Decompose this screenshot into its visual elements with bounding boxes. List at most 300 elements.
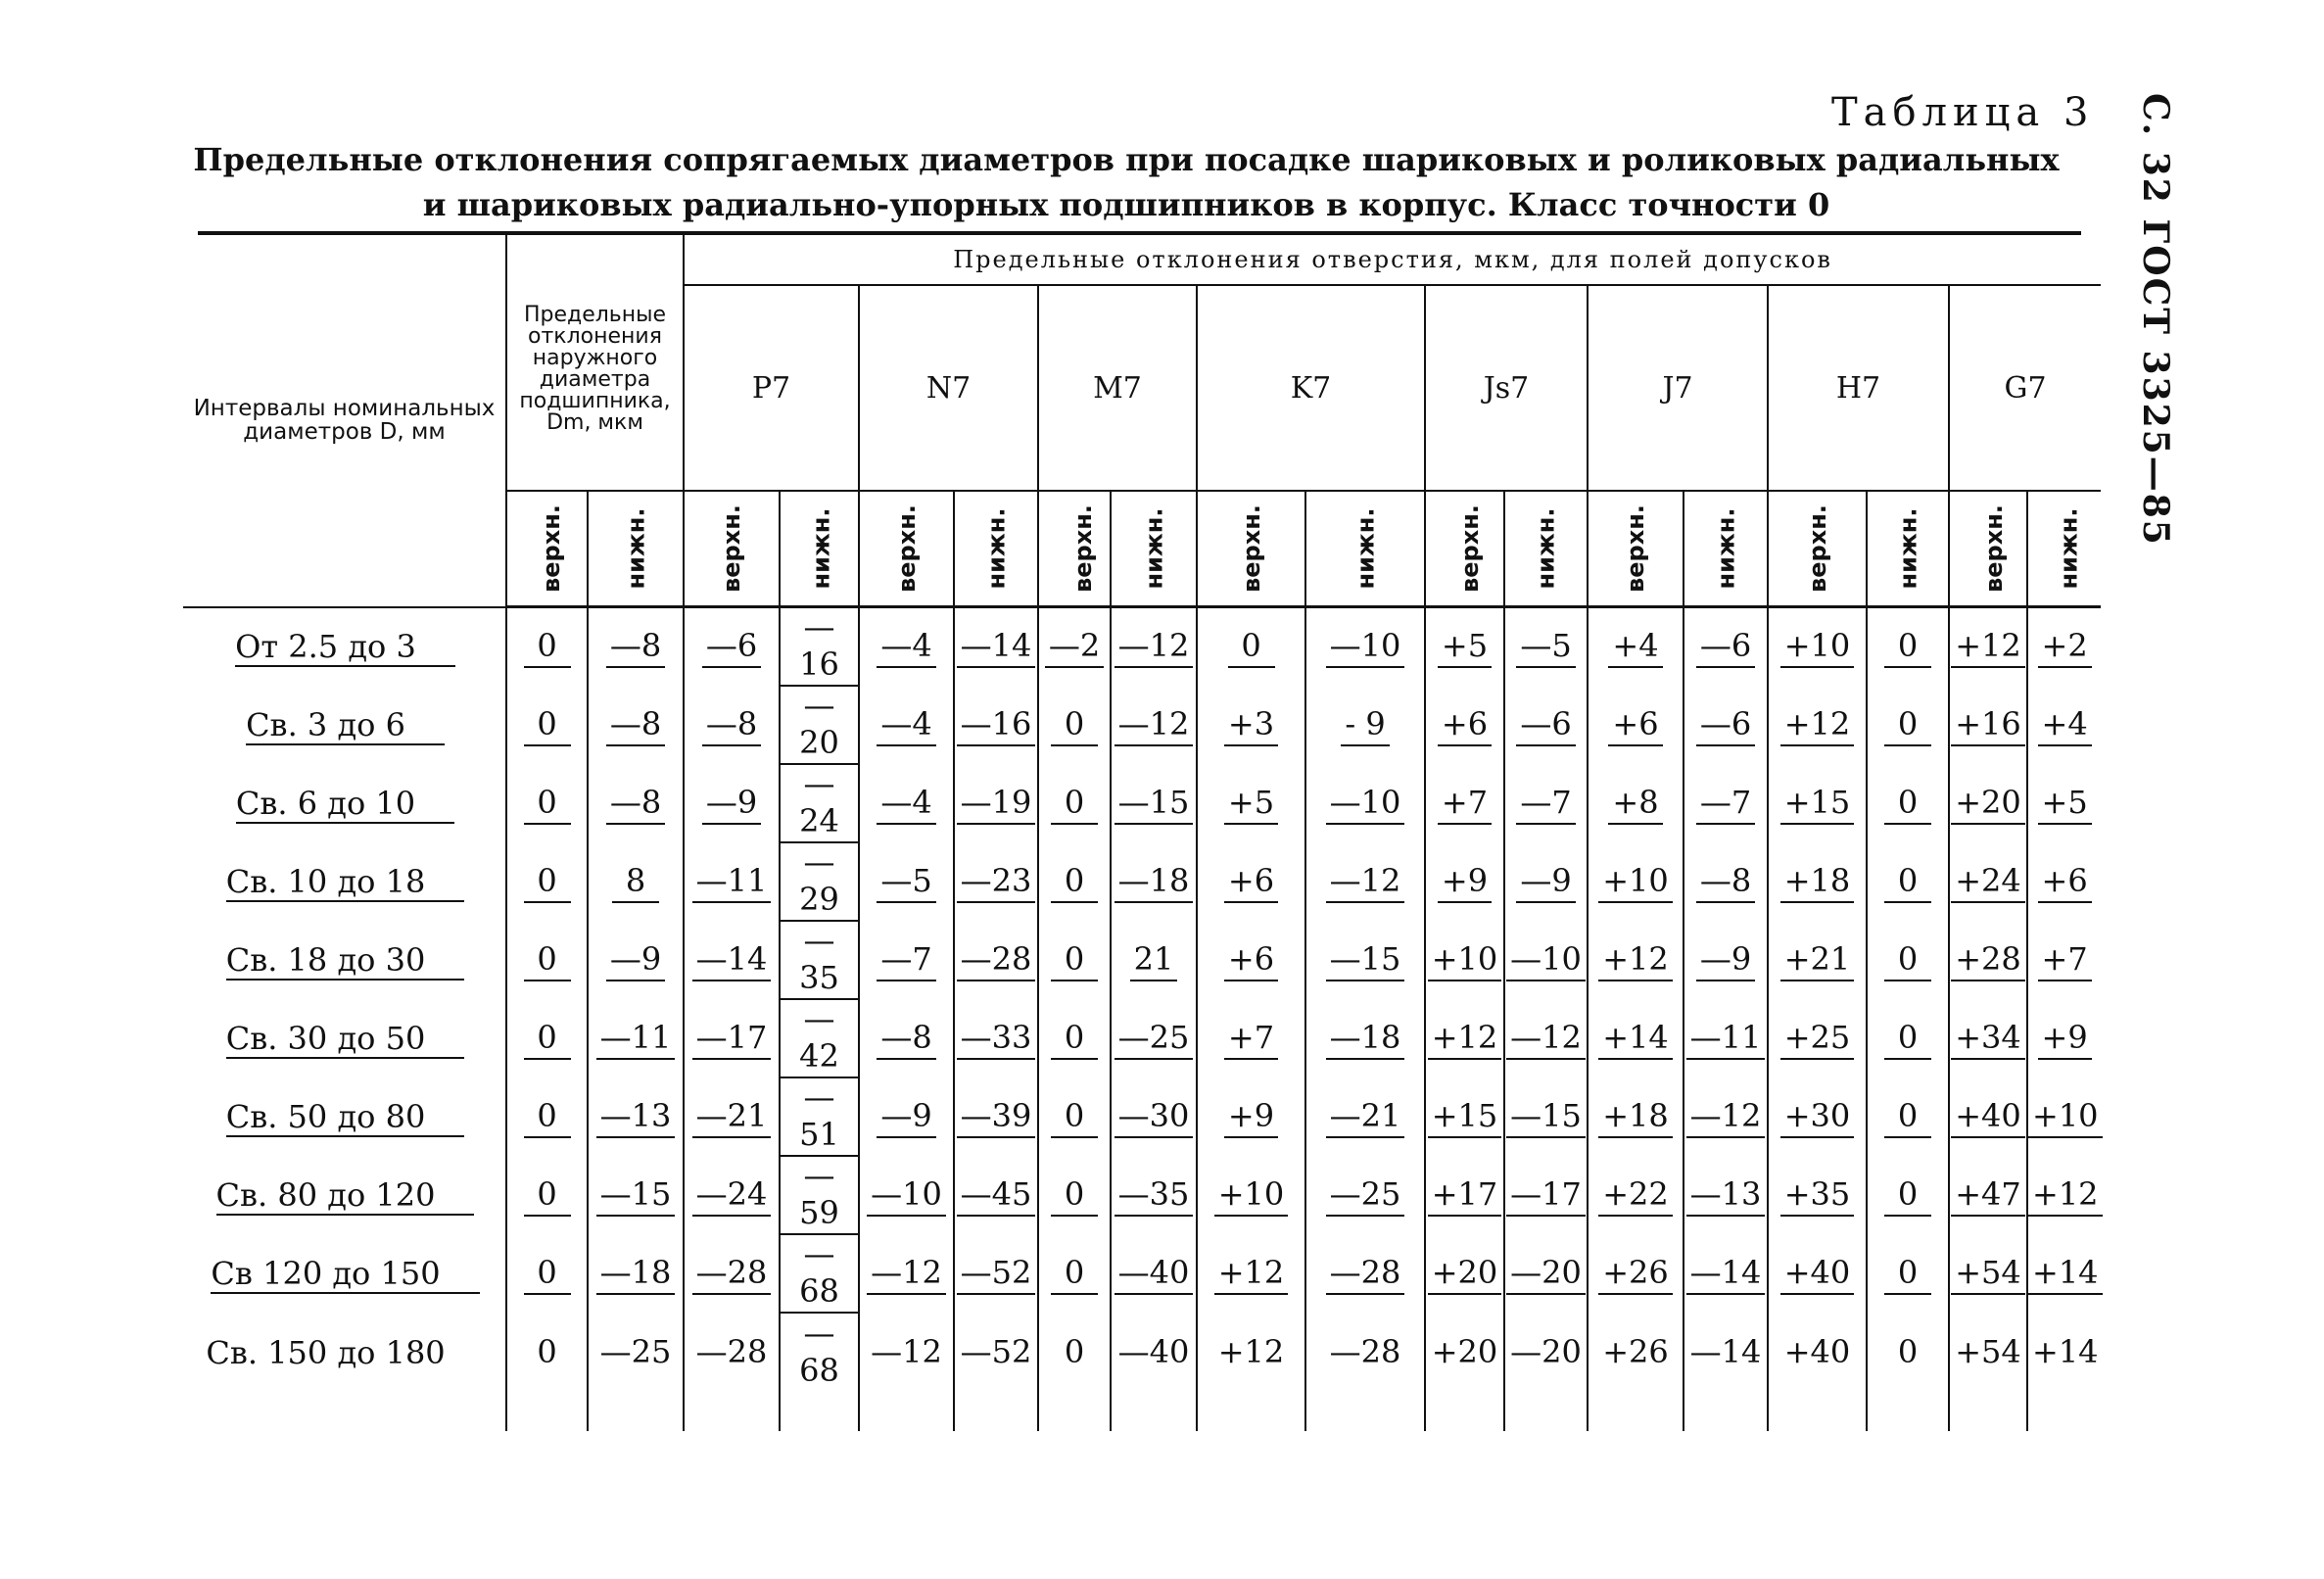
subheader-lower-label: нижн. <box>807 507 835 590</box>
deviation-cell <box>1684 1314 1768 1392</box>
deviation-value: —10 <box>867 1175 946 1217</box>
deviation-cell <box>588 922 684 1000</box>
deviation-cell <box>588 687 684 765</box>
row-interval <box>183 607 506 688</box>
spacer-cell <box>859 1392 954 1431</box>
deviation-cell <box>1867 607 1949 688</box>
deviation-cell <box>1038 765 1111 843</box>
deviation-value: +3 <box>1224 705 1278 746</box>
deviation-value: +40 <box>1780 1254 1855 1295</box>
deviation-value: 0 <box>524 862 571 903</box>
deviation-cell <box>1949 1078 2027 1157</box>
spacer-cell <box>1768 1392 1867 1431</box>
deviation-value: —14 <box>692 940 772 981</box>
row-interval-label: Св. 18 до 30 <box>226 941 465 981</box>
subheader-upper <box>859 491 954 607</box>
deviation-cell <box>1867 843 1949 922</box>
deviation-value: 0 <box>524 784 571 825</box>
table-row <box>183 1157 2101 1235</box>
deviation-cell <box>1949 607 2027 688</box>
deviation-cell <box>1425 922 1504 1000</box>
field-m7: M7 <box>1038 285 1197 491</box>
spacer-cell <box>684 1392 780 1431</box>
row-interval <box>183 765 506 843</box>
deviation-cell <box>506 1235 588 1314</box>
deviation-value: 21 <box>1130 940 1178 981</box>
deviation-value: —13 <box>1686 1175 1766 1217</box>
deviation-cell <box>859 607 954 688</box>
deviation-value: +14 <box>1598 1019 1673 1060</box>
subheader-lower <box>588 491 684 607</box>
row-interval <box>183 1235 506 1314</box>
deviation-cell <box>1504 1000 1588 1078</box>
deviation-cell <box>1111 1000 1197 1078</box>
field-j7: J7 <box>1588 285 1768 491</box>
deviation-cell <box>1111 1235 1197 1314</box>
deviation-cell <box>1949 1314 2027 1392</box>
field-p7: P7 <box>684 285 859 491</box>
subheader-lower-label: нижн. <box>1139 507 1167 590</box>
deviation-cell <box>1305 1000 1425 1078</box>
deviation-cell <box>1867 1235 1949 1314</box>
spacer-cell <box>1949 1392 2027 1431</box>
deviation-value: —10 <box>1506 940 1586 981</box>
deviation-cell <box>1305 1314 1425 1392</box>
deviation-value: +12 <box>1598 940 1673 981</box>
deviation-cell <box>1425 1314 1504 1392</box>
deviation-value: —15 <box>1506 1097 1586 1138</box>
deviation-cell <box>1768 843 1867 922</box>
deviation-value: —28 <box>692 1254 772 1295</box>
deviation-value: —14 <box>1686 1254 1766 1295</box>
deviation-cell <box>1111 1157 1197 1235</box>
deviation-cell <box>2027 687 2101 765</box>
table-row <box>183 1314 2101 1392</box>
deviation-cell <box>1768 607 1867 688</box>
deviation-cell <box>1949 1235 2027 1314</box>
deviation-cell <box>1038 843 1111 922</box>
deviation-value: 0 <box>524 1097 571 1138</box>
deviation-cell <box>1305 843 1425 922</box>
deviation-cell <box>588 843 684 922</box>
subheader-upper-label: верхн. <box>1068 504 1097 593</box>
deviation-value: 0 <box>1051 940 1098 981</box>
deviation-value: —9 <box>877 1097 935 1138</box>
deviation-cell <box>1504 922 1588 1000</box>
deviation-value: +9 <box>1438 862 1492 903</box>
deviation-cell <box>684 1000 780 1078</box>
deviation-value: +2 <box>2038 627 2092 668</box>
deviation-value: —45 <box>957 1175 1036 1217</box>
deviation-cell <box>1768 1000 1867 1078</box>
deviation-value: —7 <box>1696 784 1755 825</box>
deviation-value: +10 <box>2028 1097 2103 1138</box>
deviation-value: —40 <box>1117 1333 1190 1370</box>
subheader-upper-label: верхн. <box>537 504 565 593</box>
deviation-value: 0 <box>1051 1175 1098 1217</box>
deviation-cell <box>588 765 684 843</box>
deviation-cell <box>1425 1157 1504 1235</box>
deviation-cell <box>780 1000 859 1078</box>
deviation-value: —4 <box>877 784 935 825</box>
deviation-value: —12 <box>1115 627 1194 668</box>
deviation-value: 0 <box>1064 1333 1085 1370</box>
row-interval <box>183 1000 506 1078</box>
table-row <box>183 687 2101 765</box>
subheader-upper-label: верхн. <box>1803 504 1831 593</box>
deviation-value: —7 <box>877 940 935 981</box>
deviation-cell <box>588 1000 684 1078</box>
deviation-value: —24 <box>692 1175 772 1217</box>
header-hole-deviations: Предельные отклонения отверстия, мкм, для полей допусков <box>684 235 2101 285</box>
subheader-upper-label: верхн. <box>717 504 745 593</box>
deviation-cell <box>954 922 1038 1000</box>
deviation-cell <box>1684 922 1768 1000</box>
deviation-value: - 9 <box>1341 705 1389 746</box>
subheader-lower-label: нижн. <box>1351 507 1379 590</box>
deviation-value: +10 <box>1428 940 1502 981</box>
deviation-cell <box>684 1078 780 1157</box>
deviation-cell <box>1305 765 1425 843</box>
deviation-cell <box>1197 922 1305 1000</box>
deviation-value: +4 <box>1608 627 1662 668</box>
deviation-cell <box>780 1157 859 1235</box>
deviation-cell <box>780 843 859 922</box>
deviation-value: —19 <box>957 784 1036 825</box>
subheader-lower-label: нижн. <box>1894 507 1922 590</box>
spacer-cell <box>1588 1392 1684 1431</box>
deviation-cell <box>1768 922 1867 1000</box>
deviation-cell <box>1305 607 1425 688</box>
deviation-cell <box>859 843 954 922</box>
deviation-cell <box>780 687 859 765</box>
subheader-lower-label: нижн. <box>981 507 1010 590</box>
deviation-cell <box>2027 765 2101 843</box>
subheader-lower <box>1504 491 1588 607</box>
deviation-cell <box>1197 1000 1305 1078</box>
deviation-cell <box>1111 1314 1197 1392</box>
deviation-cell <box>2027 843 2101 922</box>
deviation-cell <box>506 765 588 843</box>
header-interval: Интервалы номинальных диаметров D, мм <box>183 235 506 607</box>
deviation-value: +6 <box>1224 862 1278 903</box>
deviation-value: 0 <box>1051 705 1098 746</box>
deviation-cell <box>1684 687 1768 765</box>
field-g7: G7 <box>1949 285 2101 491</box>
deviation-value: —21 <box>1326 1097 1405 1138</box>
field-js7: Js7 <box>1425 285 1588 491</box>
deviation-value: —12 <box>867 1254 946 1295</box>
subheader-upper-label: верхн. <box>892 504 921 593</box>
spacer-cell <box>2027 1392 2101 1431</box>
deviation-value: +7 <box>1438 784 1492 825</box>
deviation-cell <box>954 687 1038 765</box>
subheader-upper <box>684 491 780 607</box>
deviation-value: 0 <box>524 1254 571 1295</box>
deviation-cell <box>954 1157 1038 1235</box>
deviation-value: +9 <box>2038 1019 2092 1060</box>
deviation-cell <box>1111 1078 1197 1157</box>
deviation-value: +54 <box>1955 1333 2021 1370</box>
deviation-value: +6 <box>1438 705 1492 746</box>
deviation-cell <box>1197 607 1305 688</box>
deviation-value: 0 <box>524 940 571 981</box>
subheader-upper <box>1425 491 1504 607</box>
deviation-cell <box>1588 765 1684 843</box>
deviation-value: +7 <box>2038 940 2092 981</box>
deviation-cell <box>1768 1078 1867 1157</box>
table-title-line-1: Предельные отклонения сопрягаемых диаметров при посадке шариковых и роликовых радиальных <box>193 141 2060 178</box>
deviation-cell <box>1867 1157 1949 1235</box>
deviation-value: —12 <box>1115 705 1194 746</box>
deviation-cell <box>1305 922 1425 1000</box>
subheader-lower <box>780 491 859 607</box>
deviation-value: —24 <box>781 765 858 843</box>
deviation-cell <box>954 1078 1038 1157</box>
deviation-cell <box>1867 1314 1949 1392</box>
deviation-value: 0 <box>1051 1254 1098 1295</box>
deviation-value: +10 <box>1780 627 1855 668</box>
deviation-value: —8 <box>606 784 665 825</box>
deviation-cell <box>2027 1235 2101 1314</box>
row-interval <box>183 1157 506 1235</box>
subheader-lower <box>954 491 1038 607</box>
deviation-cell <box>1111 765 1197 843</box>
deviation-cell <box>1867 1078 1949 1157</box>
field-k7: K7 <box>1197 285 1425 491</box>
subheader-lower-label: нижн. <box>621 507 649 590</box>
deviation-cell <box>1949 922 2027 1000</box>
deviation-value: —18 <box>1115 862 1194 903</box>
subheader-upper <box>1768 491 1867 607</box>
deviation-value: 0 <box>1884 1019 1931 1060</box>
deviation-cell <box>780 765 859 843</box>
deviation-value: —20 <box>1510 1333 1582 1370</box>
deviation-value: —8 <box>606 627 665 668</box>
deviation-cell <box>2027 1078 2101 1157</box>
deviation-value: —25 <box>599 1333 672 1370</box>
deviation-value: —16 <box>957 705 1036 746</box>
deviation-value: +18 <box>1780 862 1855 903</box>
deviation-cell <box>1038 1078 1111 1157</box>
deviation-value: —30 <box>1115 1097 1194 1138</box>
subheader-upper-label: верхн. <box>1621 504 1649 593</box>
deviation-value: +30 <box>1780 1097 1855 1138</box>
deviation-cell <box>1504 843 1588 922</box>
deviation-value: 0 <box>1884 940 1931 981</box>
deviation-cell <box>1197 765 1305 843</box>
deviation-cell <box>506 1157 588 1235</box>
deviation-value: —5 <box>877 862 935 903</box>
deviation-value: +10 <box>1598 862 1673 903</box>
deviation-cell <box>1588 843 1684 922</box>
deviation-cell <box>1038 1235 1111 1314</box>
table-row <box>183 843 2101 922</box>
deviation-cell <box>588 1314 684 1392</box>
deviation-cell <box>780 1078 859 1157</box>
deviation-cell <box>588 1078 684 1157</box>
table-title-line-2: и шариковых радиально-упорных подшипников в корпус. Класс точности 0 <box>422 186 1830 223</box>
deviation-value: +12 <box>1951 627 2025 668</box>
deviation-cell <box>684 687 780 765</box>
deviation-cell <box>588 1157 684 1235</box>
deviation-value: —42 <box>781 1000 858 1078</box>
deviation-value: —15 <box>1115 784 1194 825</box>
deviation-cell <box>1588 1314 1684 1392</box>
deviation-cell <box>1768 1235 1867 1314</box>
row-interval-label: От 2.5 до 3 <box>235 628 455 667</box>
header-outer-diameter: Предельные отклонения наружного диаметра подшипника, Dm, мкм <box>506 235 684 491</box>
deviation-cell <box>1504 765 1588 843</box>
deviation-cell <box>1949 1157 2027 1235</box>
subheader-lower <box>1111 491 1197 607</box>
row-interval-label: Св. 6 до 10 <box>236 785 454 824</box>
subheader-lower <box>2027 491 2101 607</box>
deviation-cell <box>859 1078 954 1157</box>
spacer-cell <box>506 1392 588 1431</box>
deviation-cell <box>1684 1000 1768 1078</box>
deviation-cell <box>1684 1078 1768 1157</box>
deviation-cell <box>859 765 954 843</box>
deviation-cell <box>1684 843 1768 922</box>
deviation-value: —23 <box>957 862 1036 903</box>
deviation-value: —12 <box>1326 862 1405 903</box>
deviation-value: —9 <box>1696 940 1755 981</box>
row-interval-label: Св. 10 до 18 <box>226 863 465 902</box>
deviation-value: +20 <box>1951 784 2025 825</box>
deviation-value: +12 <box>1428 1019 1502 1060</box>
deviation-value: —52 <box>960 1333 1032 1370</box>
deviation-cell <box>1038 1157 1111 1235</box>
deviation-cell <box>780 607 859 688</box>
deviation-cell <box>954 843 1038 922</box>
deviation-value: —4 <box>877 627 935 668</box>
deviation-cell <box>859 922 954 1000</box>
deviation-value: —2 <box>1045 627 1104 668</box>
deviation-cell <box>1768 1314 1867 1392</box>
deviation-value: —6 <box>1516 705 1575 746</box>
deviation-cell <box>1038 607 1111 688</box>
deviation-cell <box>1588 607 1684 688</box>
field-h7: H7 <box>1768 285 1949 491</box>
deviation-cell <box>1425 687 1504 765</box>
deviation-value: 0 <box>524 627 571 668</box>
deviation-value: 0 <box>1884 1175 1931 1217</box>
deviation-cell <box>859 687 954 765</box>
deviation-value: 8 <box>612 862 659 903</box>
row-interval-label: Св. 150 до 180 <box>206 1334 446 1371</box>
deviation-value: —8 <box>702 705 761 746</box>
deviation-value: +47 <box>1951 1175 2025 1217</box>
deviation-cell <box>1588 1157 1684 1235</box>
subheader-upper <box>1038 491 1111 607</box>
deviation-value: —20 <box>1506 1254 1586 1295</box>
deviation-value: —14 <box>957 627 1036 668</box>
deviation-value: —9 <box>1516 862 1575 903</box>
deviation-value: +22 <box>1598 1175 1673 1217</box>
deviation-cell <box>1684 1157 1768 1235</box>
deviation-value: +25 <box>1780 1019 1855 1060</box>
deviation-value: +5 <box>1438 627 1492 668</box>
deviation-cell <box>1684 765 1768 843</box>
deviation-value: 0 <box>1884 1097 1931 1138</box>
deviation-value: 0 <box>1051 1019 1098 1060</box>
deviation-value: +14 <box>2028 1254 2103 1295</box>
table-row <box>183 607 2101 688</box>
subheader-lower <box>1867 491 1949 607</box>
deviation-value: +6 <box>2038 862 2092 903</box>
deviation-value: —52 <box>957 1254 1036 1295</box>
deviation-table <box>183 235 2101 1431</box>
deviation-value: 0 <box>1051 862 1098 903</box>
deviation-cell <box>588 607 684 688</box>
spacer-cell <box>183 1392 506 1431</box>
deviation-value: +40 <box>1783 1333 1851 1370</box>
page-side-label: С. 32 ГОСТ 3325—85 <box>2135 93 2176 547</box>
deviation-value: 0 <box>1884 862 1931 903</box>
subheader-lower <box>1305 491 1425 607</box>
deviation-value: —51 <box>781 1078 858 1157</box>
deviation-value: —11 <box>596 1019 676 1060</box>
deviation-value: +26 <box>1602 1333 1669 1370</box>
deviation-cell <box>780 1314 859 1392</box>
deviation-value: 0 <box>1051 784 1098 825</box>
deviation-cell <box>954 1000 1038 1078</box>
deviation-value: —17 <box>692 1019 772 1060</box>
deviation-value: —68 <box>781 1235 858 1314</box>
deviation-cell <box>1504 1314 1588 1392</box>
deviation-value: +10 <box>1214 1175 1289 1217</box>
deviation-value: 0 <box>1897 1333 1919 1370</box>
deviation-cell <box>2027 1157 2101 1235</box>
deviation-cell <box>1305 1157 1425 1235</box>
deviation-cell <box>1588 922 1684 1000</box>
subheader-upper <box>1197 491 1305 607</box>
deviation-value: —33 <box>957 1019 1036 1060</box>
deviation-value: —39 <box>957 1097 1036 1138</box>
deviation-value: —25 <box>1326 1175 1405 1217</box>
table-row <box>183 922 2101 1000</box>
deviation-cell <box>954 607 1038 688</box>
deviation-value: +6 <box>1224 940 1278 981</box>
subheader-lower-label: нижн. <box>1532 507 1560 590</box>
deviation-cell <box>859 1314 954 1392</box>
deviation-cell <box>1038 687 1111 765</box>
deviation-value: +8 <box>1608 784 1662 825</box>
deviation-value: —40 <box>1115 1254 1194 1295</box>
subheader-lower <box>1684 491 1768 607</box>
deviation-cell <box>684 1314 780 1392</box>
deviation-value: —28 <box>957 940 1036 981</box>
deviation-value: —6 <box>1696 627 1755 668</box>
deviation-value: —10 <box>1326 627 1405 668</box>
deviation-value: —11 <box>1686 1019 1766 1060</box>
spacer-cell <box>588 1392 684 1431</box>
deviation-cell <box>684 607 780 688</box>
deviation-cell <box>954 1314 1038 1392</box>
deviation-value: —15 <box>596 1175 676 1217</box>
deviation-cell <box>1588 1000 1684 1078</box>
deviation-cell <box>1197 1157 1305 1235</box>
deviation-value: —8 <box>606 705 665 746</box>
deviation-cell <box>506 843 588 922</box>
deviation-cell <box>1425 843 1504 922</box>
deviation-cell <box>1038 1314 1111 1392</box>
deviation-cell <box>1038 922 1111 1000</box>
deviation-value: —10 <box>1326 784 1405 825</box>
row-interval-label: Св. 80 до 120 <box>216 1176 475 1216</box>
deviation-cell <box>684 1157 780 1235</box>
